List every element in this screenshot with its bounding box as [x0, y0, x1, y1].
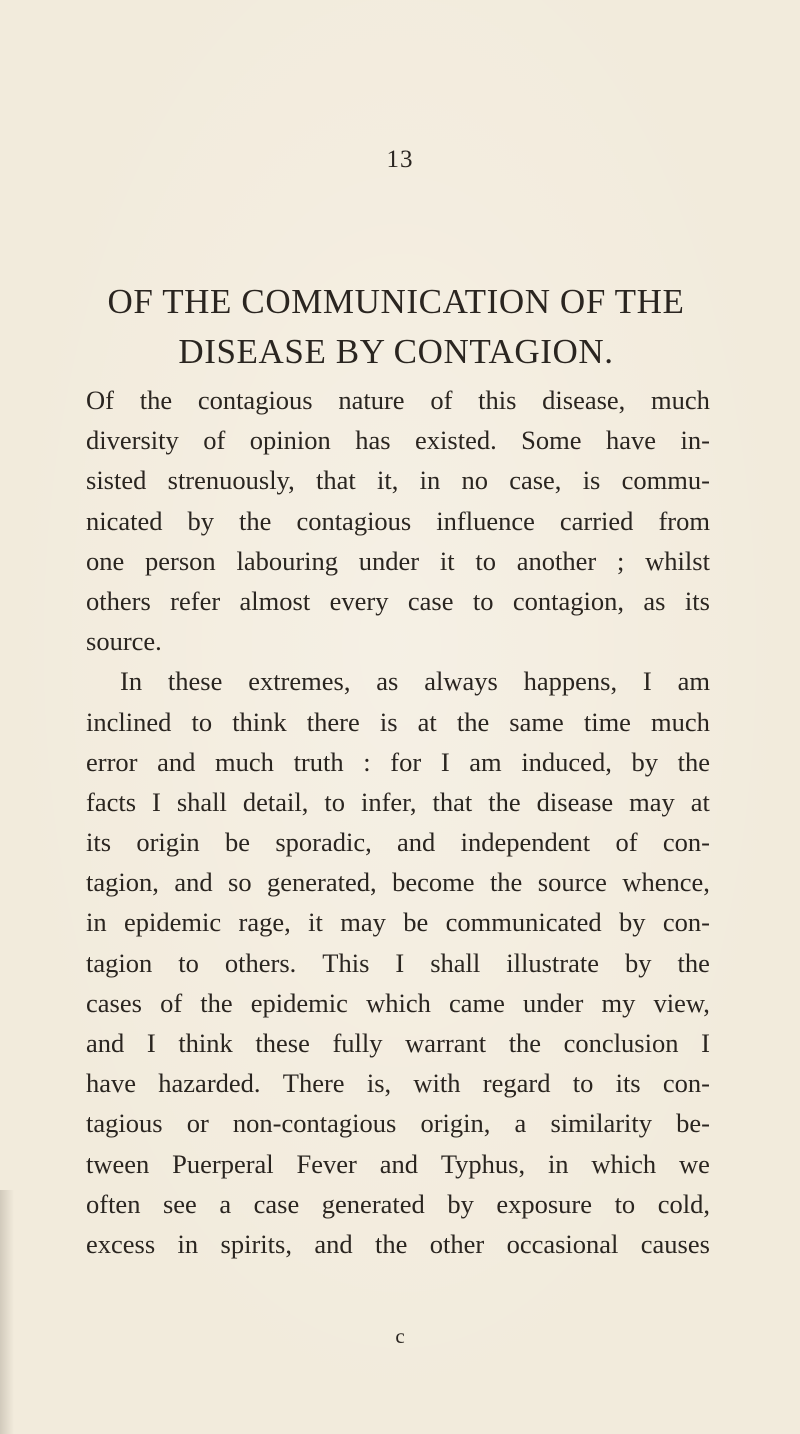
text-line: others refer almost every case to contagion, as its	[86, 585, 710, 616]
text-line: In these extremes, as always happens, I am	[120, 666, 710, 697]
page-edge-shadow	[0, 1190, 14, 1434]
text-line: inclined to think there is at the same time much	[86, 706, 710, 737]
text-line: Of the contagious nature of this disease, much	[86, 385, 710, 415]
text-line: facts I shall detail, to infer, that the disease may at	[86, 786, 710, 817]
text-line: tagion to others. This I shall illustrate by the	[86, 947, 710, 978]
text-line: its origin be sporadic, and independent of con-	[86, 827, 710, 858]
text-line: one person labouring under it to another ; whilst	[86, 545, 710, 576]
text-line: in epidemic rage, it may be communicated by con-	[86, 907, 710, 938]
text-line: excess in spirits, and the other occasional causes	[86, 1228, 710, 1259]
text-line: nicated by the contagious influence carried from	[86, 505, 710, 536]
chapter-title-line: DISEASE BY CONTAGION.	[178, 332, 614, 371]
text-line: and I think these fully warrant the conclusion I	[86, 1028, 710, 1058]
paragraph-1	[86, 380, 710, 661]
text-line: error and much truth : for I am induced, by the	[86, 746, 710, 777]
paragraph-2	[86, 661, 710, 1264]
chapter-title	[36, 277, 756, 377]
text-line: cases of the epidemic which came under my view,	[86, 987, 710, 1018]
body-text	[86, 380, 710, 1264]
text-line: tagion, and so generated, become the source whence,	[86, 867, 710, 898]
text-line: diversity of opinion has existed. Some have in-	[86, 425, 710, 456]
text-line: source.	[86, 626, 162, 657]
text-line: sisted strenuously, that it, in no case, is commu-	[86, 465, 710, 496]
page-number: 13	[386, 146, 414, 173]
text-line: often see a case generated by exposure to cold,	[86, 1188, 710, 1219]
signature-mark: c	[395, 1324, 405, 1348]
text-line: have hazarded. There is, with regard to its con-	[86, 1068, 710, 1099]
text-line: tagious or non-contagious origin, a similarity be-	[86, 1108, 710, 1139]
text-line: tween Puerperal Fever and Typhus, in which we	[86, 1148, 710, 1179]
chapter-title-line: OF THE COMMUNICATION OF THE	[107, 282, 685, 321]
